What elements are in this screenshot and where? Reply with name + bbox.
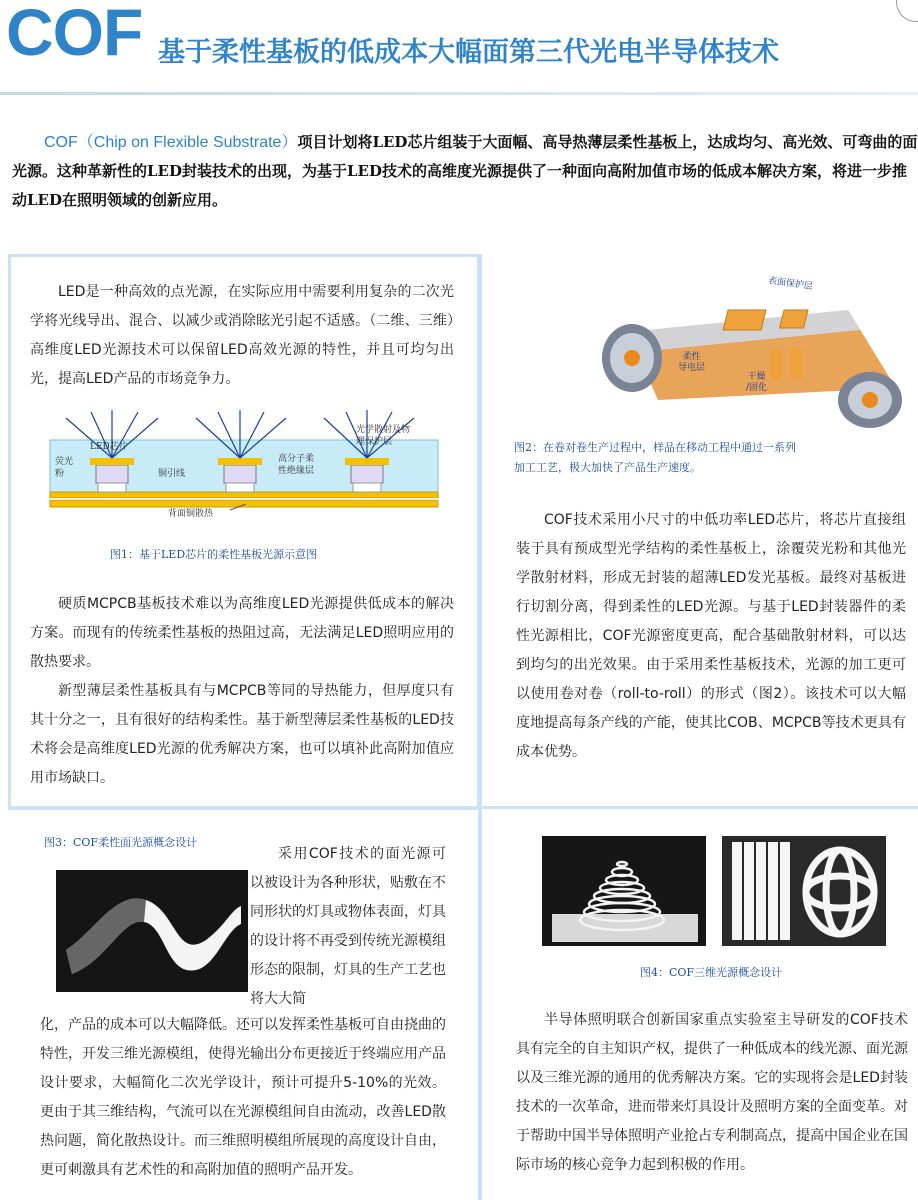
- bottom-panel-separator: [478, 806, 482, 1200]
- fig1-label-back: 背面铜散热: [168, 509, 214, 519]
- fig1-label-led: LED芯片: [90, 442, 128, 452]
- fig2-label-flex: 柔性 导电层: [678, 352, 706, 373]
- fig1-label-wire: 铜引线: [158, 469, 186, 479]
- page-title: 基于柔性基板的低成本大幅面第三代光电半导体技术: [158, 37, 779, 68]
- left-top-p1: LED是一种高效的点光源，在实际应用中需要利用复杂的二次光学将光线导出、混合、以减少或消除眩光引起不适感。（二维、三维）高维度LED光源技术可以保留LED高效光源的特性，并且可均匀出光，提高LED产品的市场竞争力。: [30, 284, 454, 387]
- left-top-p2-block: [30, 590, 454, 793]
- right-bottom-p1-block: [516, 1006, 908, 1180]
- fig1-label-polymer: 高分子柔 性绝缘层: [278, 454, 315, 476]
- fig3-caption: 图3：COF柔性面光源概念设计: [44, 836, 198, 849]
- left-top-p1-block: [30, 278, 454, 394]
- fig4-image-spiral: [542, 836, 706, 946]
- fig1-label-phosphor: 荧光 粉: [55, 457, 74, 479]
- intro-paragraph: [12, 128, 918, 215]
- right-top-p1-block: [516, 506, 906, 767]
- fig1-label-optics: 光学散射及物 理保护层: [356, 425, 411, 447]
- intro-lead: COF（Chip on Flexible Substrate）: [44, 134, 298, 151]
- right-top-p1: COF技术采用小尺寸的中低功率LED芯片，将芯片直接组装于具有预成型光学结构的柔性基板上，涂覆荧光粉和其他光学散射材料，形成无封装的超薄LED发光基板。最终对基板进行切割分离，得到柔性的LED光源。与基于LED封装器件的柔性光源相比，COF光源密度更高，配合基础散射材料，可以达到均匀的出光效果。由于采用柔性基板技术，光源的加工更可以使用卷对卷（roll-to-roll）的形式（图2）。该技术可以大幅度地提高每条产线的产能，使其比COB、MCPCB等技术更具有成本优势。: [516, 512, 906, 760]
- left-top-p3: 新型薄层柔性基板具有与MCPCB等同的导热能力，但厚度只有其十分之一，且有很好的结构柔性。基于新型薄层柔性基板的LED技术将会是高维度LED光源的优秀解决方案，也可以填补此高附加值应用市场缺口。: [30, 683, 454, 786]
- header-divider: [0, 92, 918, 95]
- fig3-image: [56, 870, 248, 992]
- left-top-p2: 硬质MCPCB基板技术难以为高维度LED光源提供低成本的解决方案。而现有的传统柔性基板的热阻过高，无法满足LED照明应用的散热要求。: [30, 596, 454, 670]
- fig4-image-strips: [722, 836, 886, 946]
- seal-stamp: [896, 0, 918, 22]
- fig2-roll-to-roll: [598, 270, 910, 430]
- fig2-label-protect: 表面保护层: [767, 275, 814, 293]
- cof-logo: COF: [6, 0, 143, 69]
- fig3-full-text: 化，产品的成本可以大幅降低。还可以发挥柔性基板可自由挠曲的特性，开发三维光源模组，使得光输出分布更接近于终端应用产品设计要求，大幅简化二次光学设计，预计可提升5-10%的光效。更由于其三维结构，气流可以在光源模组间自由流动，改善LED散热问题，简化散热设计。而三维照明模组所展现的高度设计自由，更可刺激具有艺术性的和高附加值的照明产品开发。: [40, 1017, 446, 1178]
- fig4-caption: 图4：COF三维光源概念设计: [640, 966, 783, 979]
- fig2-label-dry: 干燥 /固化: [746, 372, 768, 393]
- right-bottom-p1: 半导体照明联合创新国家重点实验室主导研发的COF技术具有完全的自主知识产权，提供了一种低成本的线光源、面光源以及三维光源的通用的优秀解决方案。它的实现将会是LED封装技术的一次革命，进而带来灯具设计及照明方案的全面变革。对于帮助中国半导体照明产业抢占专利制高点，提高中国企业在国际市场的核心竞争力起到积极的作用。: [516, 1012, 908, 1173]
- fig1-caption: 图1：基于LED芯片的柔性基板光源示意图: [110, 548, 318, 561]
- fig2-caption: 图2：在卷对卷生产过程中，样品在移动工程中通过一系列加工工艺，极大加快了产品生产速度。: [514, 441, 796, 474]
- intro-text: 项目计划将LED芯片组装于大面幅、高导热薄层柔性基板上，达成均匀、高光效、可弯曲的面光源。这种革新性的LED封装技术的出现，为基于LED技术的高维度光源提供了一种面向高附加值市场的低成本解决方案，将进一步推动LED在照明领域的创新应用。: [12, 133, 918, 209]
- fig3-side-text: 采用COF技术的面光源可以被设计为各种形状，贴敷在不同形状的灯具或物体表面，灯具的设计将不再受到传统光源模组形态的限制，灯具的生产工艺也将大大简: [250, 846, 446, 1007]
